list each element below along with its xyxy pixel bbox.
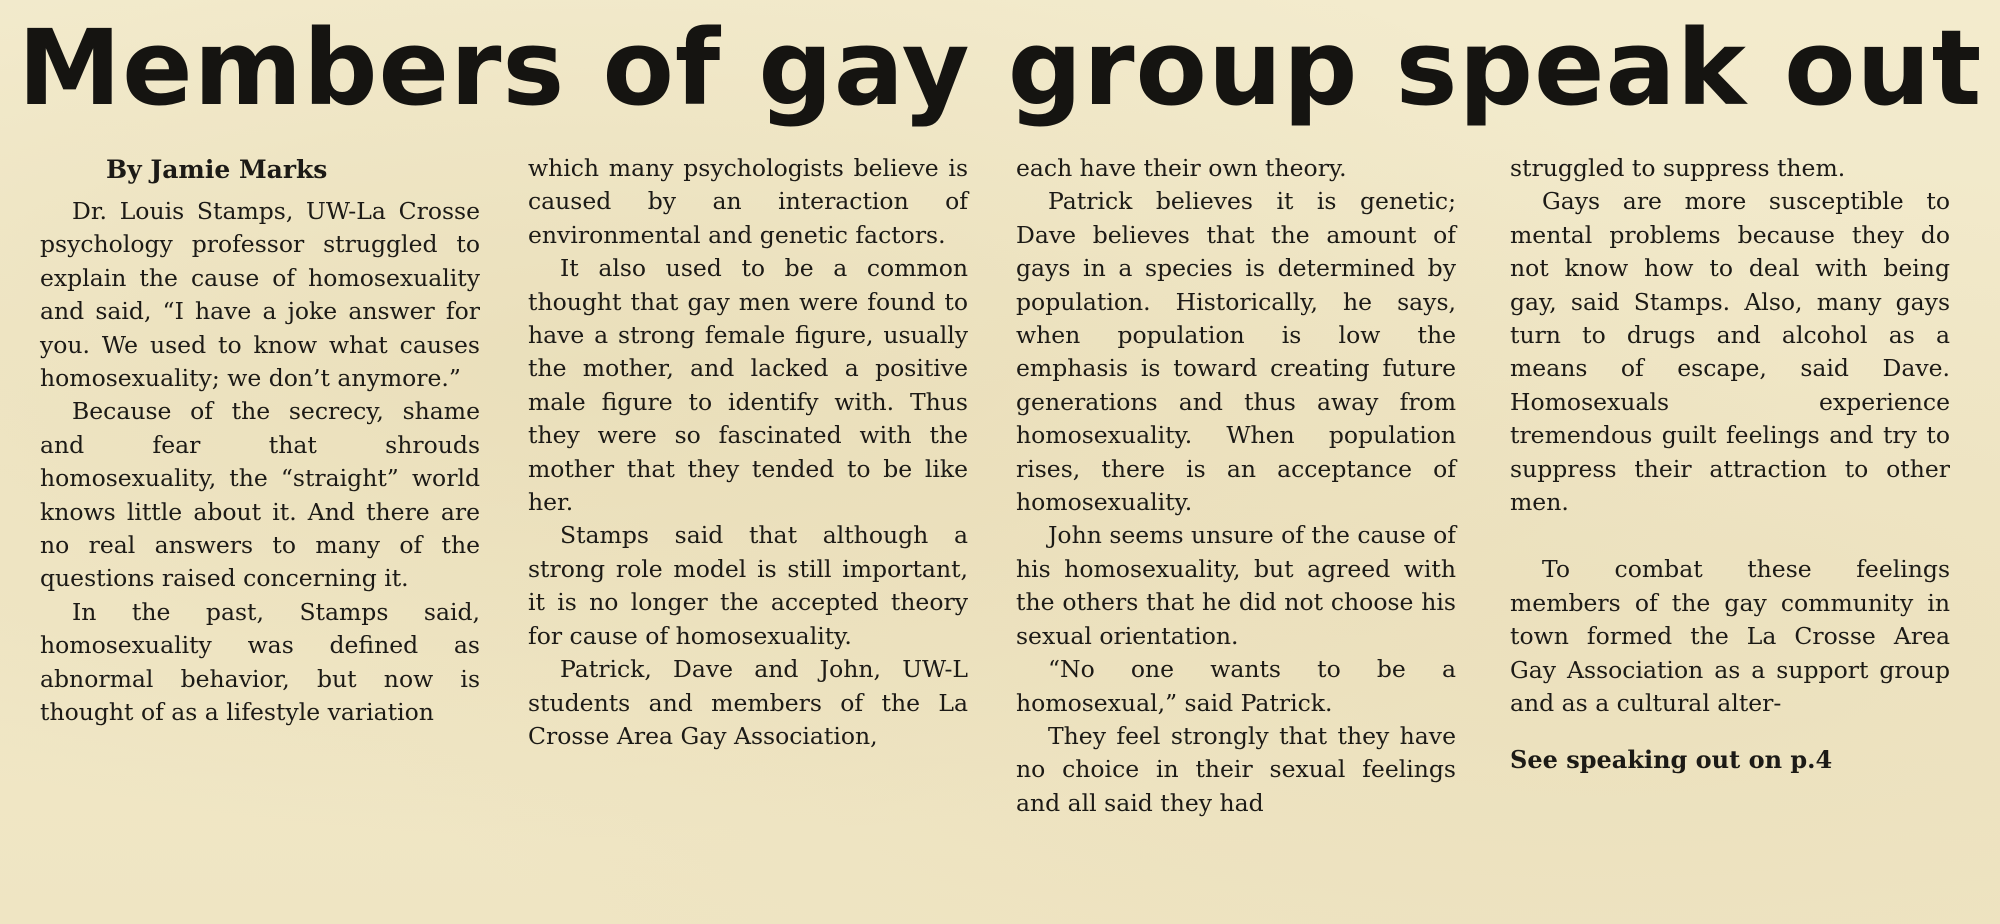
paragraph: “No one wants to be a homosexual,” said Patrick. (1016, 655, 1456, 717)
paragraph: Gays are more susceptible to mental problems because they do not know how to deal with being gay, said Stamps. Also, many gays turn to drugs and alcohol as a means of escape, said Dave. Homosexuals experience tremendous guilt feelings and try to suppress their attraction to other men. (1510, 187, 1950, 517)
paragraph: Because of the secrecy, shame and fear that shrouds homosexuality, the “straight” world knows little about it. And there are no real answers to many of the questions raised concerning it. (40, 397, 480, 593)
jump-line: See speaking out on p.4 (1510, 744, 1833, 774)
paragraph: To combat these feelings members of the gay community in town formed the La Crosse Area Gay Association as a support group and as a cultural alter- (1510, 555, 1950, 718)
article-column-2 (528, 150, 968, 753)
paragraph: Stamps said that although a strong role model is still important, it is no longer the accepted theory for cause of homosexuality. (528, 521, 968, 650)
paragraph: It also used to be a common thought that gay men were found to have a strong female figure, usually the mother, and lacked a positive male figure to identify with. Thus they were so fascinated with the mother that they tended to be like her. (528, 254, 968, 517)
paragraph: Dr. Louis Stamps, UW-La Crosse psychology professor struggled to explain the cause of homosexuality and said, “I have a joke answer for you. We used to know what causes homosexuality; we don’t anymore.” (40, 197, 480, 393)
paragraph: Patrick believes it is genetic; Dave believes that the amount of gays in a species is determined by population. Historically, he says, when population is low the emphasis is toward creating future generations and thus away from homosexuality. When population rises, there is an acceptance of homosexuality. (1016, 187, 1456, 517)
paragraph: Patrick, Dave and John, UW-L students and members of the La Crosse Area Gay Association, (528, 655, 968, 750)
paragraph-continued: struggled to suppress them. (1510, 154, 1846, 182)
headline: Members of gay group speak out (17, 7, 1983, 129)
paragraph: John seems unsure of the cause of his homosexuality, but agreed with the others that he did not choose his sexual orientation. (1016, 521, 1456, 650)
article-column-1 (40, 150, 480, 730)
article-column-3 (1016, 150, 1456, 820)
paragraph: In the past, Stamps said, homosexuality was defined as abnormal behavior, but now is thought of as a lifestyle variation (40, 597, 480, 727)
byline: By Jamie Marks (106, 155, 328, 184)
paragraph: They feel strongly that they have no choice in their sexual feelings and all said they had (1016, 721, 1456, 817)
paragraph-continued: each have their own theory. (1016, 154, 1347, 182)
article-column-4 (1510, 150, 1950, 777)
paragraph-continued: which many psychologists believe is caused by an interaction of environmental and genetic factors. (528, 154, 968, 249)
